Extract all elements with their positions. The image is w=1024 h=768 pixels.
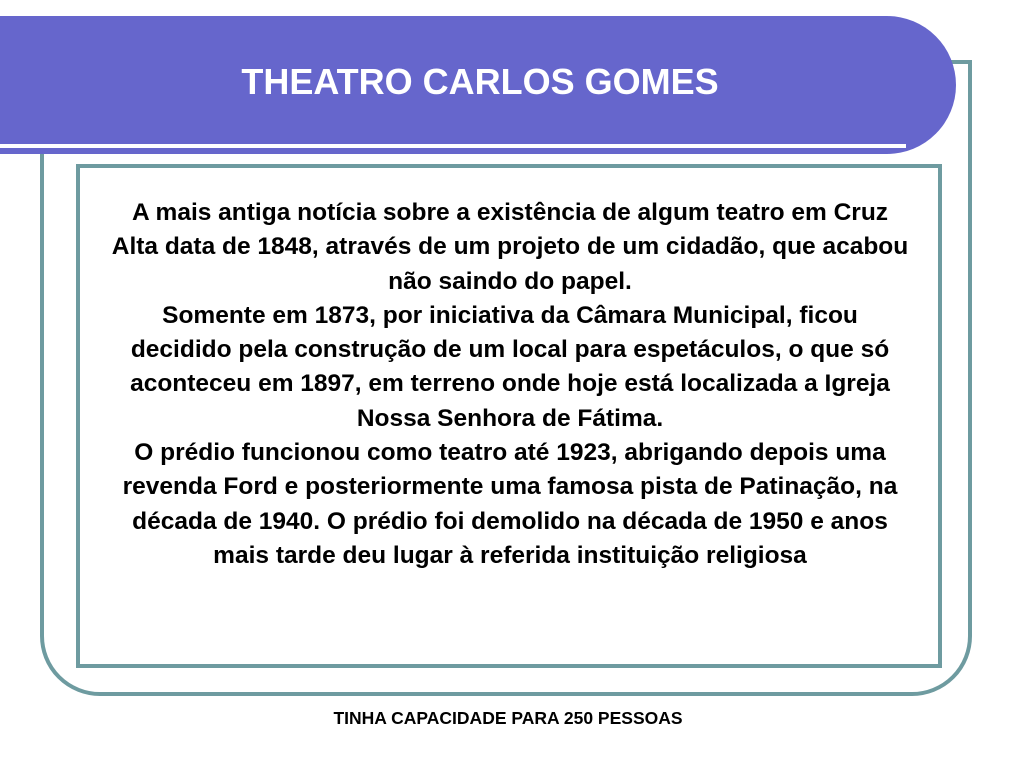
body-text: A mais antiga notícia sobre a existência de algum teatro em Cruz Alta data de 1848, através de um projeto de um cidadão, que acabou não saindo do papel. Somente em 1873, por iniciativa da Câmara Municipal, ficou decidido pela construção de um local para espetáculos, o que só aconteceu em 1897, em terreno onde hoje está localizada a Igreja Nossa Senhora de Fátima. O prédio funcionou como teatro até 1923, abrigando depois uma revenda Ford e posteriormente uma famosa pista de Patinação, na década de 1940. O prédio foi demolido na década de 1950 e anos mais tarde deu lugar à referida instituição religiosa <box>111 199 909 569</box>
slide-title: THEATRO CARLOS GOMES <box>241 61 719 102</box>
title-underline <box>0 144 906 148</box>
capacity-caption: TINHA CAPACIDADE PARA 250 PESSOAS <box>333 708 683 728</box>
